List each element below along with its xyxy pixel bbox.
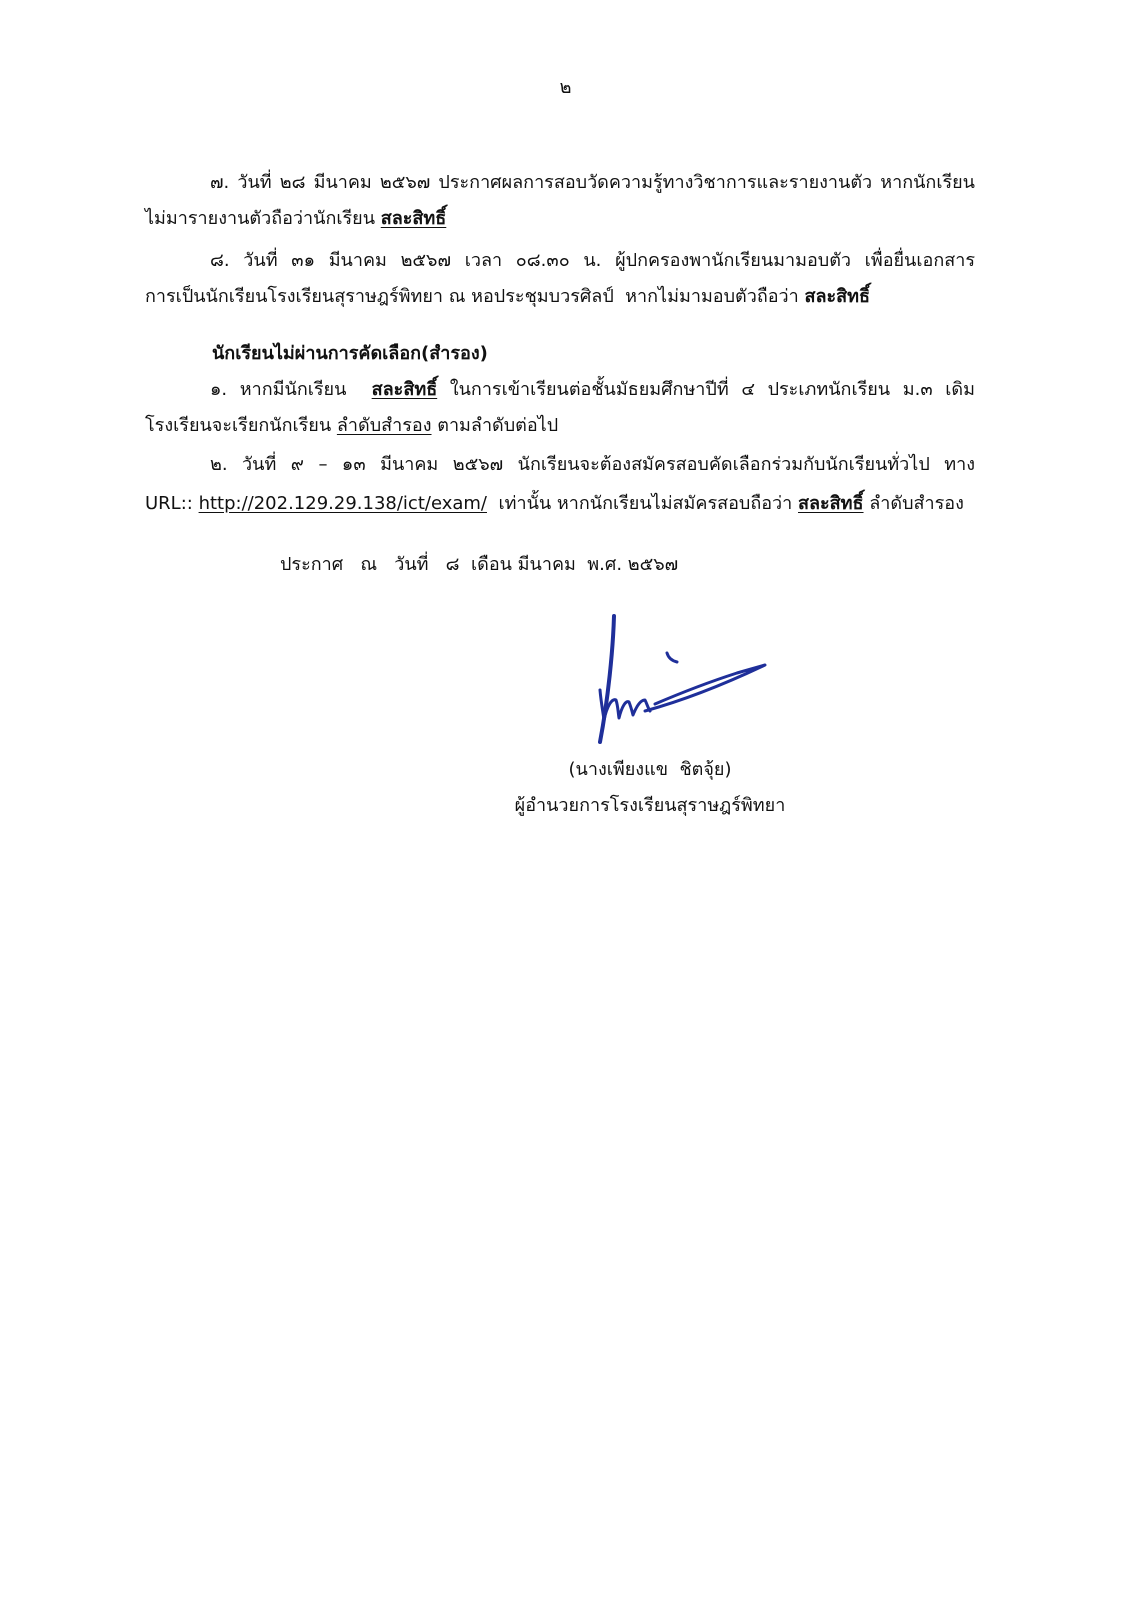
item7-line2	[145, 201, 975, 237]
exam-url-link[interactable]: http://202.129.29.138/ict/exam/	[198, 493, 487, 514]
item7-forfeit-emphasis: สละสิทธิ์	[380, 208, 447, 229]
url-label: URL::	[145, 493, 193, 514]
item8-forfeit-emphasis: สละสิทธิ์	[804, 286, 871, 307]
signatory-name: (นางเพียงแข ชิตจุ้ย)	[568, 759, 732, 780]
item7-line1: ๗. วันที่ ๒๘ มีนาคม ๒๕๖๗ ประกาศผลการสอบวัดความรู้ทางวิชาการและรายงานตัว หากนักเรียน	[210, 172, 975, 193]
item8-line2-text: การเป็นนักเรียนโรงเรียนสุราษฎร์พิทยา ณ หอประชุมบวรศิลป์ หากไม่มามอบตัวถือว่า	[145, 286, 799, 307]
reserve-item2-forfeit-emphasis: สละสิทธิ์	[798, 493, 864, 514]
page-number: ๒	[559, 77, 572, 98]
item8-line2	[145, 279, 975, 315]
document-body	[145, 165, 975, 583]
announcement-date: ประกาศ ณ วันที่ ๘ เดือน มีนาคม พ.ศ. ๒๕๖๗	[280, 554, 679, 575]
signature-vertical-stroke	[600, 616, 614, 742]
reserve-item1-line2-end: ตามลำดับต่อไป	[437, 415, 559, 436]
reserve-item2-line2-middle: เท่านั้น หากนักเรียนไม่สมัครสอบถือว่า	[498, 493, 793, 514]
reserve-order-underlined: ลำดับสำรอง	[336, 415, 432, 436]
reserve-item1-line2-start: โรงเรียนจะเรียกนักเรียน	[145, 415, 332, 436]
reserve-item2-line2	[145, 486, 975, 522]
signature-image	[585, 610, 775, 750]
signature-hook-stroke	[667, 653, 677, 662]
reserve-heading: นักเรียนไม่ผ่านการคัดเลือก(สำรอง)	[212, 343, 488, 364]
reserve-item1-line1-end: ในการเข้าเรียนต่อชั้นมัธยมศึกษาปีที่ ๔ ประเภทนักเรียน ม.๓ เดิม	[449, 379, 975, 400]
reserve-item2-line2-end: ลำดับสำรอง	[869, 493, 964, 514]
signature-long-stroke	[645, 665, 765, 711]
item7-line2-text: ไม่มารายงานตัวถือว่านักเรียน	[145, 208, 376, 229]
reserve-item1-line1-start: ๑. หากมีนักเรียน	[210, 379, 347, 400]
reserve-item1-line2	[145, 408, 975, 444]
reserve-item1-line1	[145, 372, 975, 408]
item8-line1: ๘. วันที่ ๓๑ มีนาคม ๒๕๖๗ เวลา ๐๘.๓๐ น. ผู้ปกครองพานักเรียนมามอบตัว เพื่อยื่นเอกสาร	[210, 250, 975, 271]
reserve-item1-forfeit-emphasis: สละสิทธิ์	[371, 379, 438, 400]
reserve-item2-line1: ๒. วันที่ ๙ – ๑๓ มีนาคม ๒๕๖๗ นักเรียนจะต้องสมัครสอบคัดเลือกร่วมกับนักเรียนทั่วไป ทาง	[210, 454, 975, 475]
signatory-title: ผู้อำนวยการโรงเรียนสุราษฎร์พิทยา	[514, 795, 786, 816]
